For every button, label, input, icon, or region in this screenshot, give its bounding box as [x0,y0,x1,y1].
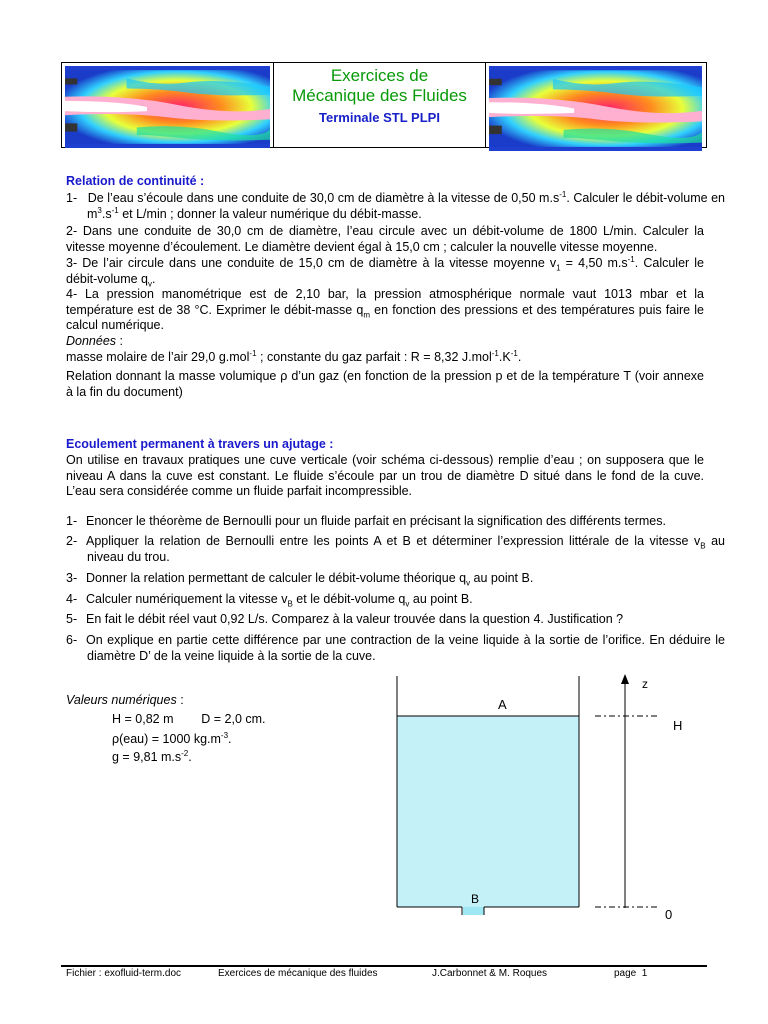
s2-question-6 [66,633,725,664]
text: Donner la relation permettant de calculer le débit-volume théorique q [86,571,467,585]
text: Calculer numériquement la vitesse v [86,592,288,606]
donnees-italic: Données [66,334,117,348]
q-number: 1- [66,514,78,528]
valeur-H-D: H = 0,82 m D = 2,0 cm. [112,712,266,726]
text: au point B. [409,592,473,606]
header-title-cell [274,63,486,147]
q-number: 5- [66,612,78,626]
footer-title: Exercices de mécanique des fluides [218,968,378,979]
text: en fonction des pressions et des températures puis faire le calcul numérique. [66,302,705,332]
q-number: 1- [66,191,78,205]
text: Appliquer la relation de Bernoulli entre les points A et B et déterminer l’expression littérale de la vitesse v [86,534,701,548]
valeurs-label [66,693,184,707]
s2-question-2 [66,534,725,565]
text: : [176,693,184,707]
s1-question-3 [66,256,704,287]
text: ; constante du gaz parfait : R = 8,32 J.mol [256,350,492,364]
s1-question-2: 2- Dans une conduite de 30,0 cm de diamètre, l’eau circule avec un débit-volume de 1800 L/min. Calculer la vitesse moyenne d’écoulement. Le diamètre devient égal à 15,0 cm ; calculer la nouvelle vitesse moyenne. [66,224,704,254]
text: = 4,50 m.s [560,256,628,270]
text: .s [101,206,112,221]
sub: m [363,310,370,319]
text: .K [498,350,511,364]
valeurs-italic: Valeurs numériques [66,693,177,707]
s2-question-3 [66,571,704,587]
relation-text: Relation donnant la masse volumique ρ d’un gaz (en fonction de la pression p et de la température T (voir annexe à la fin du document) [66,369,704,399]
text: Enoncer le théorème de Bernoulli pour un fluide parfait en précisant la signification des différents termes. [86,514,666,528]
sub: v [466,578,471,588]
q-number: 3- [66,571,78,585]
sub: v [405,599,410,609]
label-0: 0 [665,907,673,922]
text: : [116,334,123,348]
text: . [188,750,192,764]
text: ρ(eau) = 1000 kg.m [112,732,221,746]
sup: -1 [491,348,499,358]
label-B: B [471,892,480,906]
text: 3- De l’air circule dans une conduite de 15,0 cm de diamètre à la vitesse moyenne v [66,256,557,270]
footer-page: page 1 [614,968,648,979]
sup: -1 [249,348,257,358]
flow-simulation-image-left [65,66,270,148]
section1-heading: Relation de continuité : [66,174,205,188]
text: et le débit-volume q [292,592,406,606]
q-number: 2- [66,534,78,548]
valeur-g [112,750,192,764]
footer-rule [61,965,707,967]
title-line-2: Mécanique des Fluides [292,86,467,105]
section2-heading: Ecoulement permanent à travers un ajutage : [66,437,334,451]
text: En fait le débit réel vaut 0,92 L/s. Comparez à la valeur trouvée dans la question 4. Justification ? [86,612,624,626]
sub: B [287,599,293,609]
donnees-label [66,334,704,350]
s2-intro: On utilise en travaux pratiques une cuve verticale (voir schéma ci-dessous) remplie d’eau ; on supposera que le niveau A dans la cuve est constant. Le fluide s’écoule par un trou de diamètre D situé dans le fond de la cuve. L’eau sera considérée comme un fluide parfait incompressible. [66,453,704,498]
text: au point B. [470,571,534,585]
text: . Calculer le débit-volume q [66,256,705,286]
text: . [517,350,522,364]
s1-question-1 [66,191,725,222]
label-z: z [642,677,648,691]
flow-image-right [486,63,705,147]
sup: -1 [559,189,567,199]
label-H: H [673,718,683,733]
sub: B [700,541,706,551]
flow-image-left [62,63,274,147]
footer-file: Fichier : exofluid-term.doc [66,968,182,979]
text: On explique en partie cette différence par une contraction de la veine liquide à la sortie de l’orifice. En déduire le diamètre D’ de la veine liquide à la sortie de la cuve. [86,633,725,663]
text: masse molaire de l’air 29,0 g.mol [66,350,250,364]
label-A: A [498,697,507,712]
text: . [152,271,156,286]
s2-question-5 [66,612,704,628]
text: . Calculer le débit-volume en m [87,191,725,221]
flow-simulation-image-right [489,66,702,151]
sup: -2 [181,748,189,758]
tank-diagram [380,668,710,928]
outlet-jet [463,907,484,915]
valeur-rho [112,732,232,746]
s2-question-4 [66,592,704,608]
text: . [228,732,232,746]
sub: v [148,279,152,288]
subtitle: Terminale STL PLPI [319,110,440,125]
footer-authors: J.Carbonnet & M. Roques [432,968,548,979]
q-number: 4- [66,592,78,606]
text: g = 9,81 m.s [112,750,182,764]
water-fill [397,716,579,907]
sub: 1 [556,263,561,273]
text: De l’eau s’écoule dans une conduite de 30,0 cm de diamètre à la vitesse de 0,50 m.s [87,191,560,205]
title-line-1: Exercices de [330,66,429,85]
sup: -1 [111,205,119,215]
s2-question-1 [66,514,704,530]
sup: -3 [220,730,229,740]
header-table [61,62,707,148]
text: et L/min ; donner la valeur numérique du débit-masse. [118,206,422,221]
sup: -1 [510,348,518,358]
sup: 3 [97,205,102,215]
sup: -1 [627,254,635,264]
z-axis-arrow-icon [621,674,629,684]
text: au niveau du trou. [87,534,725,564]
text: 4- La pression manométrique est de 2,10 bar, la pression atmosphérique normale vaut 1013 mbar et la température est de 38 °C. Exprimer le débit-masse q [66,287,704,317]
q-number: 6- [66,633,78,647]
s1-question-4 [66,287,704,334]
masse-molaire-line [66,350,704,366]
